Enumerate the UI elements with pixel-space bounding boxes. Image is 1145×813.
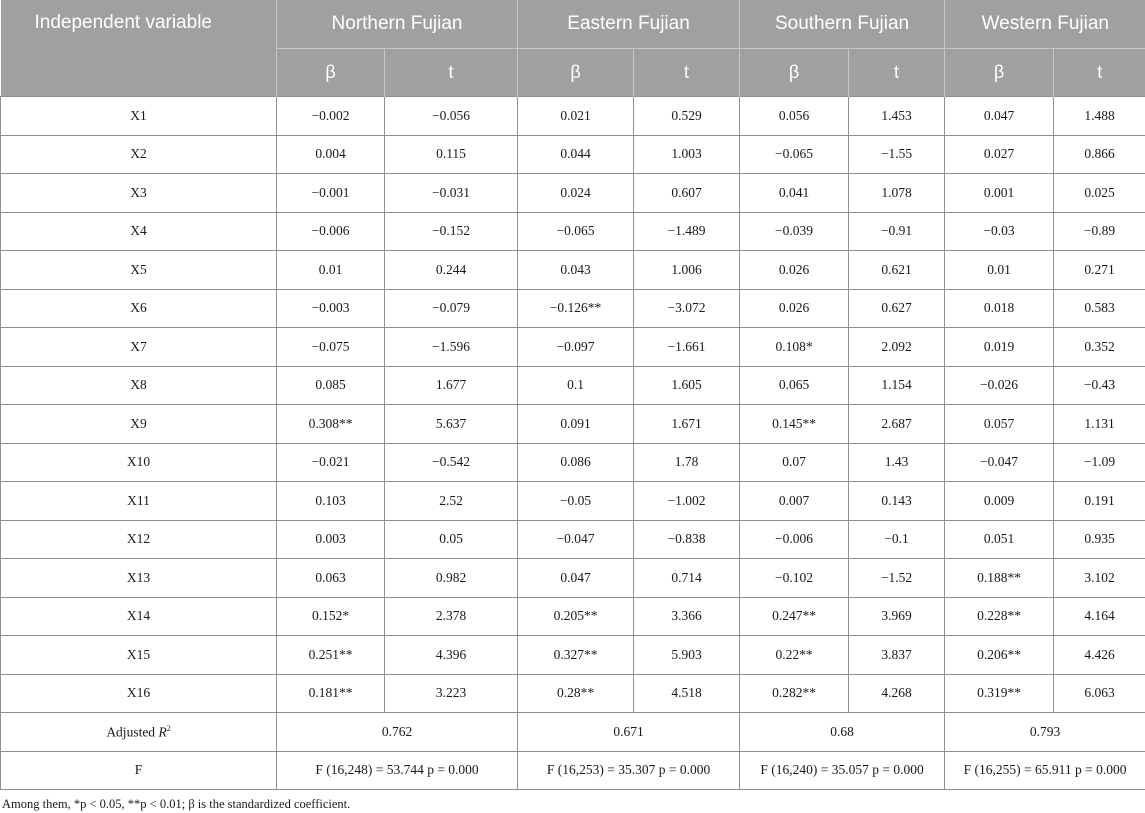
beta-cell: 0.056 <box>740 97 849 136</box>
table-row <box>1 405 1145 444</box>
table-row <box>1 674 1145 713</box>
beta-cell: 0.019 <box>945 328 1054 367</box>
beta-cell: 0.026 <box>740 251 849 290</box>
variable-name-cell: X11 <box>1 482 277 521</box>
beta-cell: 0.01 <box>945 251 1054 290</box>
header-independent-variable: Independent variable <box>1 0 277 97</box>
beta-cell: 0.07 <box>740 443 849 482</box>
variable-name-cell: X8 <box>1 366 277 405</box>
variable-name-cell: X2 <box>1 135 277 174</box>
header-t: t <box>1054 49 1145 97</box>
t-cell: 0.244 <box>385 251 518 290</box>
t-cell: 2.687 <box>849 405 945 444</box>
t-cell: 0.866 <box>1054 135 1145 174</box>
beta-cell: 0.047 <box>945 97 1054 136</box>
beta-cell: −0.102 <box>740 559 849 598</box>
adjusted-r2-northern: 0.762 <box>277 713 518 752</box>
beta-cell: 0.181** <box>277 674 385 713</box>
table-row <box>1 559 1145 598</box>
beta-cell: 0.024 <box>518 174 634 213</box>
t-cell: 0.271 <box>1054 251 1145 290</box>
t-cell: −0.838 <box>634 520 740 559</box>
f-statistic-northern: F (16,248) = 53.744 p = 0.000 <box>277 751 518 790</box>
t-cell: −0.079 <box>385 289 518 328</box>
beta-cell: 0.086 <box>518 443 634 482</box>
beta-cell: −0.003 <box>277 289 385 328</box>
t-cell: 1.43 <box>849 443 945 482</box>
t-cell: 4.518 <box>634 674 740 713</box>
t-cell: −0.056 <box>385 97 518 136</box>
t-cell: −3.072 <box>634 289 740 328</box>
t-cell: −1.55 <box>849 135 945 174</box>
header-t: t <box>385 49 518 97</box>
adjusted-r2-southern: 0.68 <box>740 713 945 752</box>
t-cell: 0.583 <box>1054 289 1145 328</box>
t-cell: −0.91 <box>849 212 945 251</box>
t-cell: 0.621 <box>849 251 945 290</box>
beta-cell: −0.006 <box>740 520 849 559</box>
t-cell: 1.154 <box>849 366 945 405</box>
t-cell: −1.661 <box>634 328 740 367</box>
t-cell: 0.143 <box>849 482 945 521</box>
table-row <box>1 520 1145 559</box>
beta-cell: 0.22** <box>740 636 849 675</box>
table-row <box>1 97 1145 136</box>
t-cell: 0.714 <box>634 559 740 598</box>
t-cell: −0.152 <box>385 212 518 251</box>
t-cell: −0.1 <box>849 520 945 559</box>
beta-cell: 0.018 <box>945 289 1054 328</box>
header-region-southern: Southern Fujian <box>740 0 945 49</box>
beta-cell: −0.05 <box>518 482 634 521</box>
t-cell: −0.89 <box>1054 212 1145 251</box>
t-cell: −1.596 <box>385 328 518 367</box>
t-cell: −1.09 <box>1054 443 1145 482</box>
beta-cell: 0.228** <box>945 597 1054 636</box>
beta-cell: −0.021 <box>277 443 385 482</box>
table-row <box>1 636 1145 675</box>
beta-cell: 0.057 <box>945 405 1054 444</box>
beta-cell: −0.03 <box>945 212 1054 251</box>
variable-name-cell: X14 <box>1 597 277 636</box>
t-cell: −1.489 <box>634 212 740 251</box>
beta-cell: 0.047 <box>518 559 634 598</box>
t-cell: 0.115 <box>385 135 518 174</box>
adjusted-r2-western: 0.793 <box>945 713 1145 752</box>
beta-cell: −0.065 <box>740 135 849 174</box>
beta-cell: 0.206** <box>945 636 1054 675</box>
t-cell: 3.102 <box>1054 559 1145 598</box>
adjusted-r2-label: Adjusted $R^2$ <box>1 713 277 752</box>
adjusted-r2-row <box>1 713 1145 752</box>
f-statistic-eastern: F (16,253) = 35.307 p = 0.000 <box>518 751 740 790</box>
header-t: t <box>849 49 945 97</box>
beta-cell: −0.126** <box>518 289 634 328</box>
beta-cell: 0.103 <box>277 482 385 521</box>
header-beta: β <box>518 49 634 97</box>
f-statistic-row <box>1 751 1145 790</box>
beta-cell: −0.097 <box>518 328 634 367</box>
beta-cell: 0.085 <box>277 366 385 405</box>
header-beta: β <box>740 49 849 97</box>
variable-name-cell: X16 <box>1 674 277 713</box>
adjusted-r2-eastern: 0.671 <box>518 713 740 752</box>
variable-name-cell: X15 <box>1 636 277 675</box>
variable-name-cell: X13 <box>1 559 277 598</box>
t-cell: 3.223 <box>385 674 518 713</box>
beta-cell: −0.039 <box>740 212 849 251</box>
beta-cell: 0.003 <box>277 520 385 559</box>
header-t: t <box>634 49 740 97</box>
variable-name-cell: X3 <box>1 174 277 213</box>
f-statistic-label: F <box>1 751 277 790</box>
t-cell: 0.352 <box>1054 328 1145 367</box>
t-cell: 1.003 <box>634 135 740 174</box>
t-cell: 1.131 <box>1054 405 1145 444</box>
table-header <box>1 0 1145 97</box>
beta-cell: −0.065 <box>518 212 634 251</box>
t-cell: 1.453 <box>849 97 945 136</box>
header-beta: β <box>945 49 1054 97</box>
beta-cell: 0.108* <box>740 328 849 367</box>
t-cell: 2.092 <box>849 328 945 367</box>
table-row <box>1 212 1145 251</box>
beta-cell: 0.1 <box>518 366 634 405</box>
beta-cell: 0.021 <box>518 97 634 136</box>
t-cell: −0.542 <box>385 443 518 482</box>
table-row <box>1 597 1145 636</box>
t-cell: 4.426 <box>1054 636 1145 675</box>
t-cell: 5.637 <box>385 405 518 444</box>
t-cell: 0.627 <box>849 289 945 328</box>
t-cell: 0.529 <box>634 97 740 136</box>
beta-cell: −0.006 <box>277 212 385 251</box>
t-cell: 2.378 <box>385 597 518 636</box>
header-beta: β <box>277 49 385 97</box>
variable-name-cell: X9 <box>1 405 277 444</box>
table-row <box>1 251 1145 290</box>
t-cell: 1.605 <box>634 366 740 405</box>
table-row <box>1 328 1145 367</box>
t-cell: 3.969 <box>849 597 945 636</box>
beta-cell: 0.051 <box>945 520 1054 559</box>
t-cell: −1.002 <box>634 482 740 521</box>
beta-cell: 0.091 <box>518 405 634 444</box>
table-body <box>1 97 1145 790</box>
variable-name-cell: X6 <box>1 289 277 328</box>
t-cell: 1.677 <box>385 366 518 405</box>
t-cell: 1.006 <box>634 251 740 290</box>
t-cell: 1.078 <box>849 174 945 213</box>
beta-cell: 0.308** <box>277 405 385 444</box>
variable-name-cell: X7 <box>1 328 277 367</box>
beta-cell: 0.063 <box>277 559 385 598</box>
t-cell: −1.52 <box>849 559 945 598</box>
header-region-western: Western Fujian <box>945 0 1145 49</box>
beta-cell: 0.026 <box>740 289 849 328</box>
beta-cell: 0.043 <box>518 251 634 290</box>
beta-cell: 0.001 <box>945 174 1054 213</box>
t-cell: 1.78 <box>634 443 740 482</box>
beta-cell: 0.004 <box>277 135 385 174</box>
t-cell: 6.063 <box>1054 674 1145 713</box>
f-statistic-western: F (16,255) = 65.911 p = 0.000 <box>945 751 1145 790</box>
t-cell: −0.43 <box>1054 366 1145 405</box>
beta-cell: 0.188** <box>945 559 1054 598</box>
beta-cell: 0.145** <box>740 405 849 444</box>
t-cell: 0.982 <box>385 559 518 598</box>
beta-cell: 0.247** <box>740 597 849 636</box>
beta-cell: 0.041 <box>740 174 849 213</box>
beta-cell: −0.047 <box>518 520 634 559</box>
t-cell: 0.935 <box>1054 520 1145 559</box>
t-cell: 4.396 <box>385 636 518 675</box>
beta-cell: 0.007 <box>740 482 849 521</box>
beta-cell: 0.319** <box>945 674 1054 713</box>
f-statistic-southern: F (16,240) = 35.057 p = 0.000 <box>740 751 945 790</box>
t-cell: 3.837 <box>849 636 945 675</box>
beta-cell: −0.047 <box>945 443 1054 482</box>
t-cell: 1.488 <box>1054 97 1145 136</box>
t-cell: 5.903 <box>634 636 740 675</box>
beta-cell: 0.205** <box>518 597 634 636</box>
table-row <box>1 174 1145 213</box>
beta-cell: 0.044 <box>518 135 634 174</box>
variable-name-cell: X4 <box>1 212 277 251</box>
t-cell: 1.671 <box>634 405 740 444</box>
beta-cell: −0.075 <box>277 328 385 367</box>
t-cell: 4.268 <box>849 674 945 713</box>
beta-cell: −0.001 <box>277 174 385 213</box>
variable-name-cell: X5 <box>1 251 277 290</box>
beta-cell: −0.026 <box>945 366 1054 405</box>
header-region-northern: Northern Fujian <box>277 0 518 49</box>
t-cell: 0.607 <box>634 174 740 213</box>
t-cell: 0.05 <box>385 520 518 559</box>
t-cell: 3.366 <box>634 597 740 636</box>
t-cell: 2.52 <box>385 482 518 521</box>
variable-name-cell: X12 <box>1 520 277 559</box>
variable-name-cell: X10 <box>1 443 277 482</box>
beta-cell: 0.01 <box>277 251 385 290</box>
table-footnote: Among them, *p < 0.05, **p < 0.01; β is the standardized coefficient. <box>2 797 351 811</box>
beta-cell: 0.065 <box>740 366 849 405</box>
table-row <box>1 366 1145 405</box>
beta-cell: 0.251** <box>277 636 385 675</box>
t-cell: 4.164 <box>1054 597 1145 636</box>
t-cell: 0.191 <box>1054 482 1145 521</box>
beta-cell: 0.152* <box>277 597 385 636</box>
beta-cell: 0.28** <box>518 674 634 713</box>
header-region-eastern: Eastern Fujian <box>518 0 740 49</box>
t-cell: −0.031 <box>385 174 518 213</box>
beta-cell: 0.327** <box>518 636 634 675</box>
beta-cell: 0.282** <box>740 674 849 713</box>
beta-cell: 0.027 <box>945 135 1054 174</box>
table-row <box>1 135 1145 174</box>
table-row <box>1 482 1145 521</box>
table-row <box>1 443 1145 482</box>
beta-cell: −0.002 <box>277 97 385 136</box>
t-cell: 0.025 <box>1054 174 1145 213</box>
variable-name-cell: X1 <box>1 97 277 136</box>
beta-cell: 0.009 <box>945 482 1054 521</box>
table-row <box>1 289 1145 328</box>
